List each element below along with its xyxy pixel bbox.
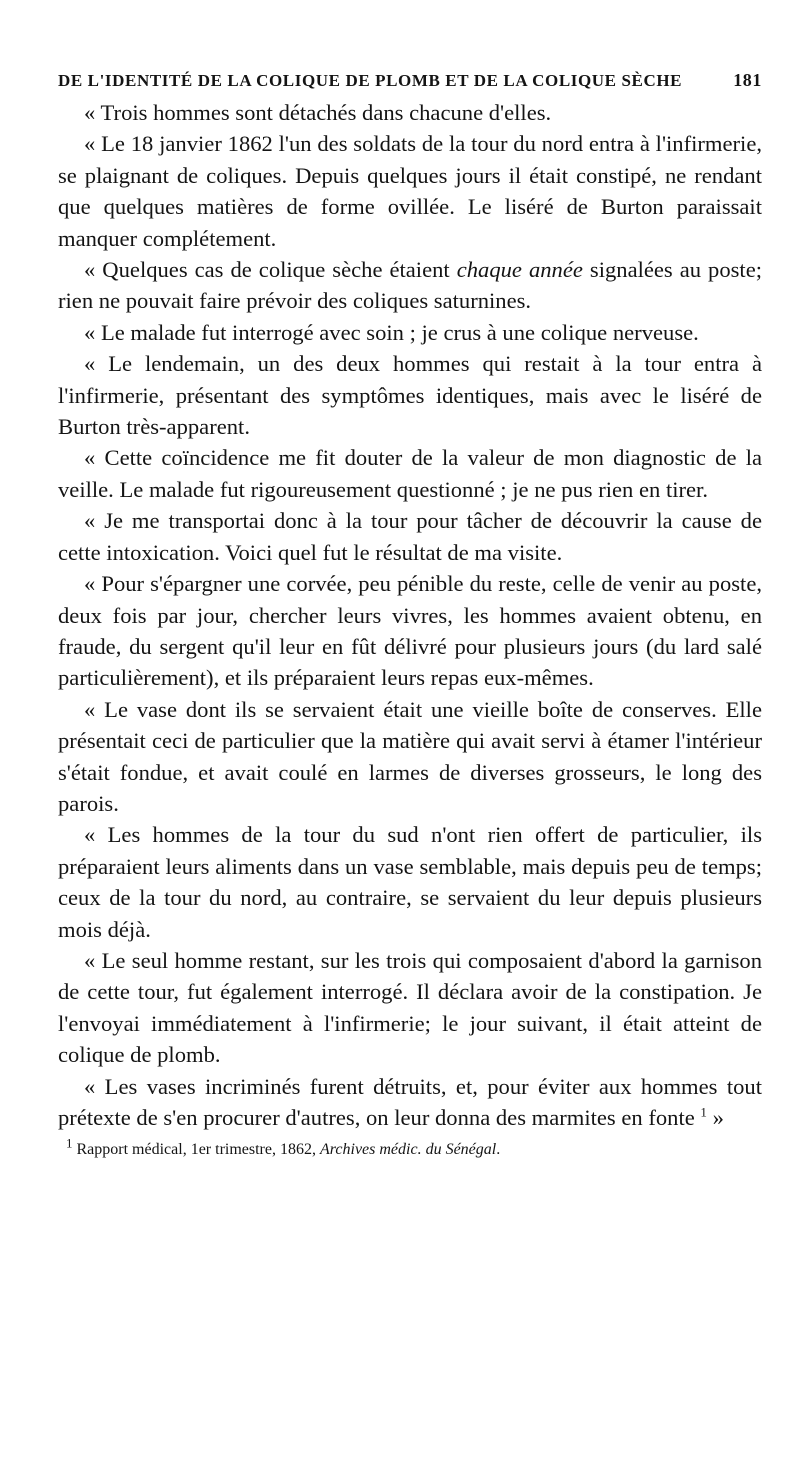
footnote-text-start: Rapport médical, 1er trimestre, 1862, bbox=[76, 1141, 320, 1159]
paragraph-3 bbox=[58, 254, 762, 317]
paragraph-3-start: « Quelques cas de colique sèche étaient bbox=[84, 257, 457, 283]
paragraph-9: « Le vase dont ils se servaient était une vieille boîte de conserves. Elle présentait ceci de particulier que la matière qui avait servi à étamer l'intérieur s'était fondue, et avait coulé en larmes de diverses grosseurs, le long des parois. bbox=[58, 696, 762, 816]
paragraph-7: « Je me transportai donc à la tour pour tâcher de découvrir la cause de cette intoxication. Voici quel fut le résultat de ma visite. bbox=[58, 508, 762, 565]
paragraph-1: « Trois hommes sont détachés dans chacune d'elles. bbox=[84, 100, 552, 125]
footnote-mark: 1 bbox=[66, 1136, 73, 1152]
paragraph-3-end: signalées au poste; rien ne pouvait faire prévoir des coliques saturnines. bbox=[58, 257, 763, 314]
paragraph-2: « Le 18 janvier 1862 l'un des soldats de la tour du nord entra à l'infirmerie, se plaignant de coliques. Depuis quelques jours il était constipé, ne rendant que quelques matières de forme ovillée. Le liséré de Burton paraissait manquer complétement. bbox=[58, 131, 762, 251]
paragraph-10: « Les hommes de la tour du sud n'ont rien offert de particulier, ils préparaient leurs aliments dans un vase semblable, mais depuis peu de temps; ceux de la tour du nord, au contraire, se servaient du leur depuis plusieurs mois déjà. bbox=[58, 822, 762, 942]
page-number: 181 bbox=[733, 70, 762, 90]
running-header bbox=[58, 70, 762, 91]
footnote-text-end: . bbox=[496, 1141, 501, 1159]
paragraph-3-emphasis: chaque année bbox=[456, 257, 583, 283]
paragraph-5: « Le lendemain, un des deux hommes qui restait à la tour entra à l'infirmerie, présentant des symptômes identiques, mais avec le liséré de Burton très-apparent. bbox=[58, 351, 762, 440]
paragraph-12-end: » bbox=[706, 1105, 724, 1130]
running-title: DE L'IDENTITÉ DE LA COLIQUE DE PLOMB ET DE LA COLIQUE SÈCHE bbox=[58, 71, 683, 90]
footnote-reference: 1 bbox=[700, 1104, 707, 1120]
paragraph-12-start: « Les vases incriminés furent détruits, et, pour éviter aux hommes tout prétexte de s'en procurer d'autres, on leur donna des marmites en fonte bbox=[58, 1073, 762, 1130]
paragraph-8: « Pour s'épargner une corvée, peu pénible du reste, celle de venir au poste, deux fois par jour, chercher leurs vivres, les hommes avaient obtenu, en fraude, du sergent qu'il leur en fût délivré pour plusieurs jours (du lard salé particulièrement), et ils préparaient leurs repas eux-mêmes. bbox=[58, 571, 762, 691]
footnote-source: Archives médic. du Sénégal bbox=[319, 1141, 497, 1159]
footnote bbox=[58, 1136, 762, 1161]
paragraph-4: « Le malade fut interrogé avec soin ; je crus à une colique nerveuse. bbox=[84, 319, 699, 345]
page bbox=[58, 70, 762, 1161]
paragraph-6: « Cette coïncidence me fit douter de la valeur de mon diagnostic de la veille. Le malade fut rigoureusement questionné ; je ne pus rien en tirer. bbox=[58, 445, 762, 502]
paragraph-12 bbox=[58, 1071, 762, 1134]
paragraph-11: « Le seul homme restant, sur les trois qui composaient d'abord la garnison de cette tour, fut également interrogé. Il déclara avoir de la constipation. Je l'envoyai immédiatement à l'infirmerie; le jour suivant, il était atteint de colique de plomb. bbox=[58, 947, 762, 1068]
